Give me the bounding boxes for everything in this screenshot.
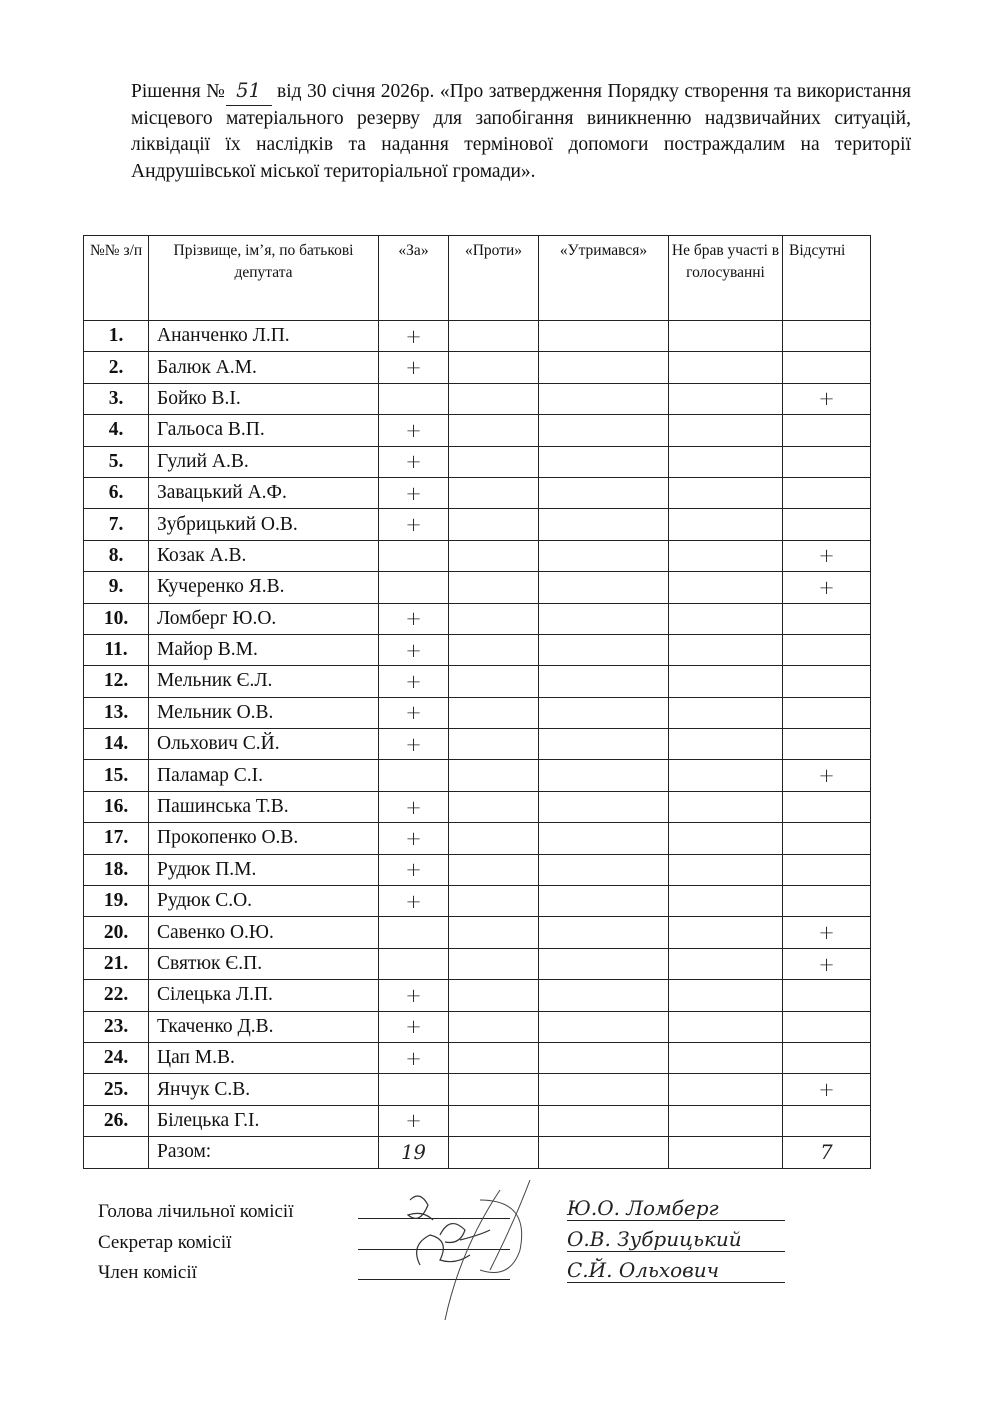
vote-cell-abstain xyxy=(539,1105,669,1136)
vote-mark: + xyxy=(818,575,835,599)
total-not-voted xyxy=(669,1137,783,1168)
row-index: 17. xyxy=(84,823,149,854)
signature-name: О.В. Зубрицький xyxy=(567,1227,785,1252)
vote-cell-not-voted xyxy=(669,1042,783,1073)
signature-block xyxy=(98,1197,293,1289)
vote-cell-not-voted xyxy=(669,509,783,540)
row-index: 18. xyxy=(84,854,149,885)
vote-cell-abstain xyxy=(539,760,669,791)
vote-mark: + xyxy=(405,795,422,819)
vote-cell-for xyxy=(379,729,449,760)
vote-cell-not-voted xyxy=(669,697,783,728)
vote-cell-for xyxy=(379,634,449,665)
totals-label: Разом: xyxy=(149,1137,379,1168)
deputy-name: Сілецька Л.П. xyxy=(149,980,379,1011)
vote-cell-for xyxy=(379,603,449,634)
header-absent: Відсутні xyxy=(783,236,871,321)
row-index: 8. xyxy=(84,540,149,571)
vote-cell-not-voted xyxy=(669,477,783,508)
vote-cell-absent xyxy=(783,886,871,917)
vote-cell-not-voted xyxy=(669,446,783,477)
table-row xyxy=(84,383,871,414)
vote-cell-for xyxy=(379,1011,449,1042)
vote-cell-absent xyxy=(783,854,871,885)
vote-mark: + xyxy=(818,921,835,945)
row-index: 5. xyxy=(84,446,149,477)
vote-cell-for xyxy=(379,791,449,822)
decision-title xyxy=(131,78,911,185)
vote-cell-absent xyxy=(783,729,871,760)
vote-cell-against xyxy=(449,823,539,854)
vote-cell-abstain xyxy=(539,729,669,760)
vote-cell-not-voted xyxy=(669,634,783,665)
vote-cell-absent xyxy=(783,634,871,665)
vote-cell-absent xyxy=(783,572,871,603)
vote-cell-abstain xyxy=(539,1042,669,1073)
vote-cell-against xyxy=(449,697,539,728)
vote-cell-abstain xyxy=(539,446,669,477)
table-row xyxy=(84,477,871,508)
total-for: 19 xyxy=(379,1137,449,1168)
table-row xyxy=(84,352,871,383)
vote-cell-absent xyxy=(783,1105,871,1136)
vote-cell-abstain xyxy=(539,352,669,383)
vote-cell-not-voted xyxy=(669,666,783,697)
vote-cell-absent xyxy=(783,509,871,540)
vote-cell-for xyxy=(379,321,449,352)
vote-cell-against xyxy=(449,1042,539,1073)
table-row xyxy=(84,603,871,634)
vote-cell-against xyxy=(449,791,539,822)
table-row xyxy=(84,321,871,352)
row-index: 9. xyxy=(84,572,149,603)
vote-cell-against xyxy=(449,509,539,540)
vote-cell-not-voted xyxy=(669,886,783,917)
vote-cell-abstain xyxy=(539,697,669,728)
vote-cell-for xyxy=(379,509,449,540)
row-index: 21. xyxy=(84,948,149,979)
vote-cell-for xyxy=(379,352,449,383)
row-index: 19. xyxy=(84,886,149,917)
signature-name: С.Й. Ольхович xyxy=(567,1258,785,1283)
row-index: 20. xyxy=(84,917,149,948)
deputy-name: Ананченко Л.П. xyxy=(149,321,379,352)
decision-number: 51 xyxy=(226,78,272,106)
header-abstain: «Утримався» xyxy=(539,236,669,321)
vote-cell-not-voted xyxy=(669,540,783,571)
vote-cell-absent xyxy=(783,383,871,414)
header-name: Прізвище, ім’я, по батькові депутата xyxy=(149,236,379,321)
deputy-name: Гулий А.В. xyxy=(149,446,379,477)
vote-cell-abstain xyxy=(539,666,669,697)
row-index: 16. xyxy=(84,791,149,822)
table-row xyxy=(84,886,871,917)
vote-cell-not-voted xyxy=(669,383,783,414)
vote-cell-against xyxy=(449,760,539,791)
deputy-name: Майор В.М. xyxy=(149,634,379,665)
vote-cell-against xyxy=(449,948,539,979)
vote-mark: + xyxy=(405,418,422,442)
row-index: 14. xyxy=(84,729,149,760)
vote-cell-absent xyxy=(783,540,871,571)
vote-cell-against xyxy=(449,383,539,414)
deputy-name: Рудюк П.М. xyxy=(149,854,379,885)
vote-cell-against xyxy=(449,477,539,508)
row-index: 24. xyxy=(84,1042,149,1073)
vote-cell-for xyxy=(379,477,449,508)
header-number: №№ з/п xyxy=(84,236,149,321)
vote-cell-against xyxy=(449,729,539,760)
vote-cell-against xyxy=(449,415,539,446)
table-row xyxy=(84,980,871,1011)
vote-cell-not-voted xyxy=(669,760,783,791)
vote-cell-for xyxy=(379,948,449,979)
row-index: 13. xyxy=(84,697,149,728)
deputy-name: Прокопенко О.В. xyxy=(149,823,379,854)
vote-mark: + xyxy=(405,701,422,725)
vote-cell-absent xyxy=(783,1074,871,1105)
vote-cell-against xyxy=(449,1011,539,1042)
deputy-name: Святюк Є.П. xyxy=(149,948,379,979)
vote-cell-absent xyxy=(783,415,871,446)
vote-cell-abstain xyxy=(539,886,669,917)
vote-cell-against xyxy=(449,352,539,383)
vote-cell-absent xyxy=(783,697,871,728)
vote-cell-not-voted xyxy=(669,948,783,979)
vote-mark: + xyxy=(405,669,422,693)
deputy-name: Мельник Є.Л. xyxy=(149,666,379,697)
vote-cell-not-voted xyxy=(669,321,783,352)
vote-mark: + xyxy=(405,481,422,505)
vote-cell-for xyxy=(379,980,449,1011)
vote-mark: + xyxy=(405,1046,422,1070)
deputy-name: Козак А.В. xyxy=(149,540,379,571)
vote-mark: + xyxy=(405,826,422,850)
vote-cell-against xyxy=(449,980,539,1011)
vote-cell-abstain xyxy=(539,603,669,634)
vote-cell-for xyxy=(379,1042,449,1073)
vote-cell-against xyxy=(449,917,539,948)
deputy-name: Янчук С.В. xyxy=(149,1074,379,1105)
vote-mark: + xyxy=(818,387,835,411)
deputy-name: Ломберг Ю.О. xyxy=(149,603,379,634)
table-row xyxy=(84,854,871,885)
vote-mark: + xyxy=(405,450,422,474)
vote-mark: + xyxy=(818,544,835,568)
deputy-name: Савенко О.Ю. xyxy=(149,917,379,948)
vote-mark: + xyxy=(405,638,422,662)
vote-cell-against xyxy=(449,603,539,634)
vote-cell-for xyxy=(379,446,449,477)
vote-cell-against xyxy=(449,1074,539,1105)
vote-cell-against xyxy=(449,572,539,603)
signature-role: Голова лічильної комісії xyxy=(98,1201,294,1222)
vote-cell-for xyxy=(379,1074,449,1105)
vote-mark: + xyxy=(405,324,422,348)
table-row xyxy=(84,729,871,760)
signature-role: Секретар комісії xyxy=(98,1231,232,1253)
vote-cell-for xyxy=(379,1105,449,1136)
vote-mark: + xyxy=(405,732,422,756)
vote-cell-for xyxy=(379,540,449,571)
vote-cell-abstain xyxy=(539,791,669,822)
vote-cell-against xyxy=(449,854,539,885)
vote-cell-for xyxy=(379,760,449,791)
table-row xyxy=(84,509,871,540)
table-row xyxy=(84,1042,871,1073)
vote-cell-not-voted xyxy=(669,729,783,760)
deputy-name: Мельник О.В. xyxy=(149,697,379,728)
title-prefix: Рішення № xyxy=(131,81,226,102)
row-index: 10. xyxy=(84,603,149,634)
vote-cell-abstain xyxy=(539,477,669,508)
vote-cell-abstain xyxy=(539,917,669,948)
deputy-name: Гальоса В.П. xyxy=(149,415,379,446)
handwritten-signatures xyxy=(380,1180,560,1330)
vote-cell-for xyxy=(379,383,449,414)
header-against: «Проти» xyxy=(449,236,539,321)
deputy-name: Балюк А.М. xyxy=(149,352,379,383)
row-index: 26. xyxy=(84,1105,149,1136)
vote-cell-for xyxy=(379,886,449,917)
vote-mark: + xyxy=(818,952,835,976)
vote-cell-abstain xyxy=(539,540,669,571)
vote-cell-not-voted xyxy=(669,572,783,603)
table-row xyxy=(84,666,871,697)
signature-name: Ю.О. Ломберг xyxy=(567,1196,785,1221)
vote-cell-abstain xyxy=(539,854,669,885)
vote-cell-for xyxy=(379,572,449,603)
row-index: 3. xyxy=(84,383,149,414)
table-row xyxy=(84,823,871,854)
vote-cell-not-voted xyxy=(669,1011,783,1042)
deputy-name: Пашинська Т.В. xyxy=(149,791,379,822)
vote-cell-against xyxy=(449,634,539,665)
deputy-name: Бойко В.І. xyxy=(149,383,379,414)
row-index: 4. xyxy=(84,415,149,446)
vote-cell-for xyxy=(379,697,449,728)
vote-cell-for xyxy=(379,666,449,697)
vote-cell-for xyxy=(379,415,449,446)
table-row xyxy=(84,572,871,603)
title-text: від 30 січня 2026р. «Про затвердження Порядку створення та використання місцевого матеріального резерву для запобігання виникненню надзвичайних ситуацій, ліквідації їх наслідків та надання термінової допомоги постраждалим на території Андрушівської міської територіальної громади». xyxy=(131,81,911,182)
row-index: 1. xyxy=(84,321,149,352)
vote-cell-against xyxy=(449,540,539,571)
table-row xyxy=(84,791,871,822)
vote-cell-abstain xyxy=(539,509,669,540)
vote-cell-absent xyxy=(783,446,871,477)
total-against xyxy=(449,1137,539,1168)
vote-mark: + xyxy=(405,513,422,537)
row-index: 11. xyxy=(84,634,149,665)
vote-mark: + xyxy=(405,1109,422,1133)
deputy-name: Цап М.В. xyxy=(149,1042,379,1073)
vote-cell-against xyxy=(449,446,539,477)
vote-mark: + xyxy=(818,764,835,788)
vote-cell-abstain xyxy=(539,415,669,446)
deputy-name: Паламар С.І. xyxy=(149,760,379,791)
vote-cell-not-voted xyxy=(669,603,783,634)
deputy-name: Ольхович С.Й. xyxy=(149,729,379,760)
vote-cell-against xyxy=(449,1105,539,1136)
vote-mark: + xyxy=(405,983,422,1007)
vote-cell-not-voted xyxy=(669,823,783,854)
deputy-name: Зубрицький О.В. xyxy=(149,509,379,540)
row-index: 25. xyxy=(84,1074,149,1105)
row-index: 22. xyxy=(84,980,149,1011)
vote-cell-abstain xyxy=(539,321,669,352)
vote-cell-against xyxy=(449,886,539,917)
voting-table xyxy=(83,235,871,1169)
row-index: 12. xyxy=(84,666,149,697)
vote-cell-abstain xyxy=(539,634,669,665)
vote-cell-abstain xyxy=(539,1011,669,1042)
header-not-voted: Не брав участі в голосуванні xyxy=(669,236,783,321)
total-absent: 7 xyxy=(783,1137,871,1168)
table-row xyxy=(84,1011,871,1042)
vote-cell-abstain xyxy=(539,823,669,854)
table-row xyxy=(84,1105,871,1136)
vote-cell-not-voted xyxy=(669,1074,783,1105)
total-abstain xyxy=(539,1137,669,1168)
vote-cell-not-voted xyxy=(669,854,783,885)
deputy-name: Завацький А.Ф. xyxy=(149,477,379,508)
vote-cell-for xyxy=(379,854,449,885)
vote-cell-abstain xyxy=(539,383,669,414)
vote-cell-absent xyxy=(783,603,871,634)
table-row xyxy=(84,697,871,728)
vote-cell-absent xyxy=(783,666,871,697)
vote-cell-abstain xyxy=(539,948,669,979)
vote-cell-not-voted xyxy=(669,980,783,1011)
vote-cell-against xyxy=(449,666,539,697)
vote-cell-abstain xyxy=(539,980,669,1011)
vote-cell-not-voted xyxy=(669,352,783,383)
totals-index xyxy=(84,1137,149,1168)
vote-mark: + xyxy=(405,356,422,380)
vote-mark: + xyxy=(405,889,422,913)
deputy-name: Рудюк С.О. xyxy=(149,886,379,917)
vote-cell-not-voted xyxy=(669,415,783,446)
signature-role: Член комісії xyxy=(98,1262,197,1283)
vote-cell-absent xyxy=(783,477,871,508)
row-index: 7. xyxy=(84,509,149,540)
vote-mark: + xyxy=(818,1078,835,1102)
vote-cell-against xyxy=(449,321,539,352)
vote-cell-absent xyxy=(783,791,871,822)
deputy-name: Білецька Г.І. xyxy=(149,1105,379,1136)
table-row xyxy=(84,540,871,571)
table-row xyxy=(84,917,871,948)
table-row xyxy=(84,415,871,446)
row-index: 6. xyxy=(84,477,149,508)
vote-cell-not-voted xyxy=(669,791,783,822)
vote-mark: + xyxy=(405,1015,422,1039)
vote-cell-abstain xyxy=(539,1074,669,1105)
row-index: 23. xyxy=(84,1011,149,1042)
vote-cell-absent xyxy=(783,980,871,1011)
vote-mark: + xyxy=(405,858,422,882)
table-row xyxy=(84,446,871,477)
deputy-name: Ткаченко Д.В. xyxy=(149,1011,379,1042)
row-index: 2. xyxy=(84,352,149,383)
table-row xyxy=(84,948,871,979)
vote-cell-abstain xyxy=(539,572,669,603)
deputy-name: Кучеренко Я.В. xyxy=(149,572,379,603)
vote-cell-absent xyxy=(783,948,871,979)
vote-cell-absent xyxy=(783,352,871,383)
vote-cell-absent xyxy=(783,1042,871,1073)
vote-cell-for xyxy=(379,823,449,854)
vote-cell-not-voted xyxy=(669,917,783,948)
vote-cell-absent xyxy=(783,321,871,352)
vote-cell-absent xyxy=(783,1011,871,1042)
vote-cell-absent xyxy=(783,823,871,854)
vote-cell-for xyxy=(379,917,449,948)
table-header-row xyxy=(84,236,871,321)
header-for: «За» xyxy=(379,236,449,321)
vote-cell-absent xyxy=(783,760,871,791)
vote-cell-not-voted xyxy=(669,1105,783,1136)
vote-cell-absent xyxy=(783,917,871,948)
vote-mark: + xyxy=(405,607,422,631)
row-index: 15. xyxy=(84,760,149,791)
table-row xyxy=(84,634,871,665)
table-row xyxy=(84,760,871,791)
table-row xyxy=(84,1074,871,1105)
totals-row xyxy=(84,1137,871,1168)
